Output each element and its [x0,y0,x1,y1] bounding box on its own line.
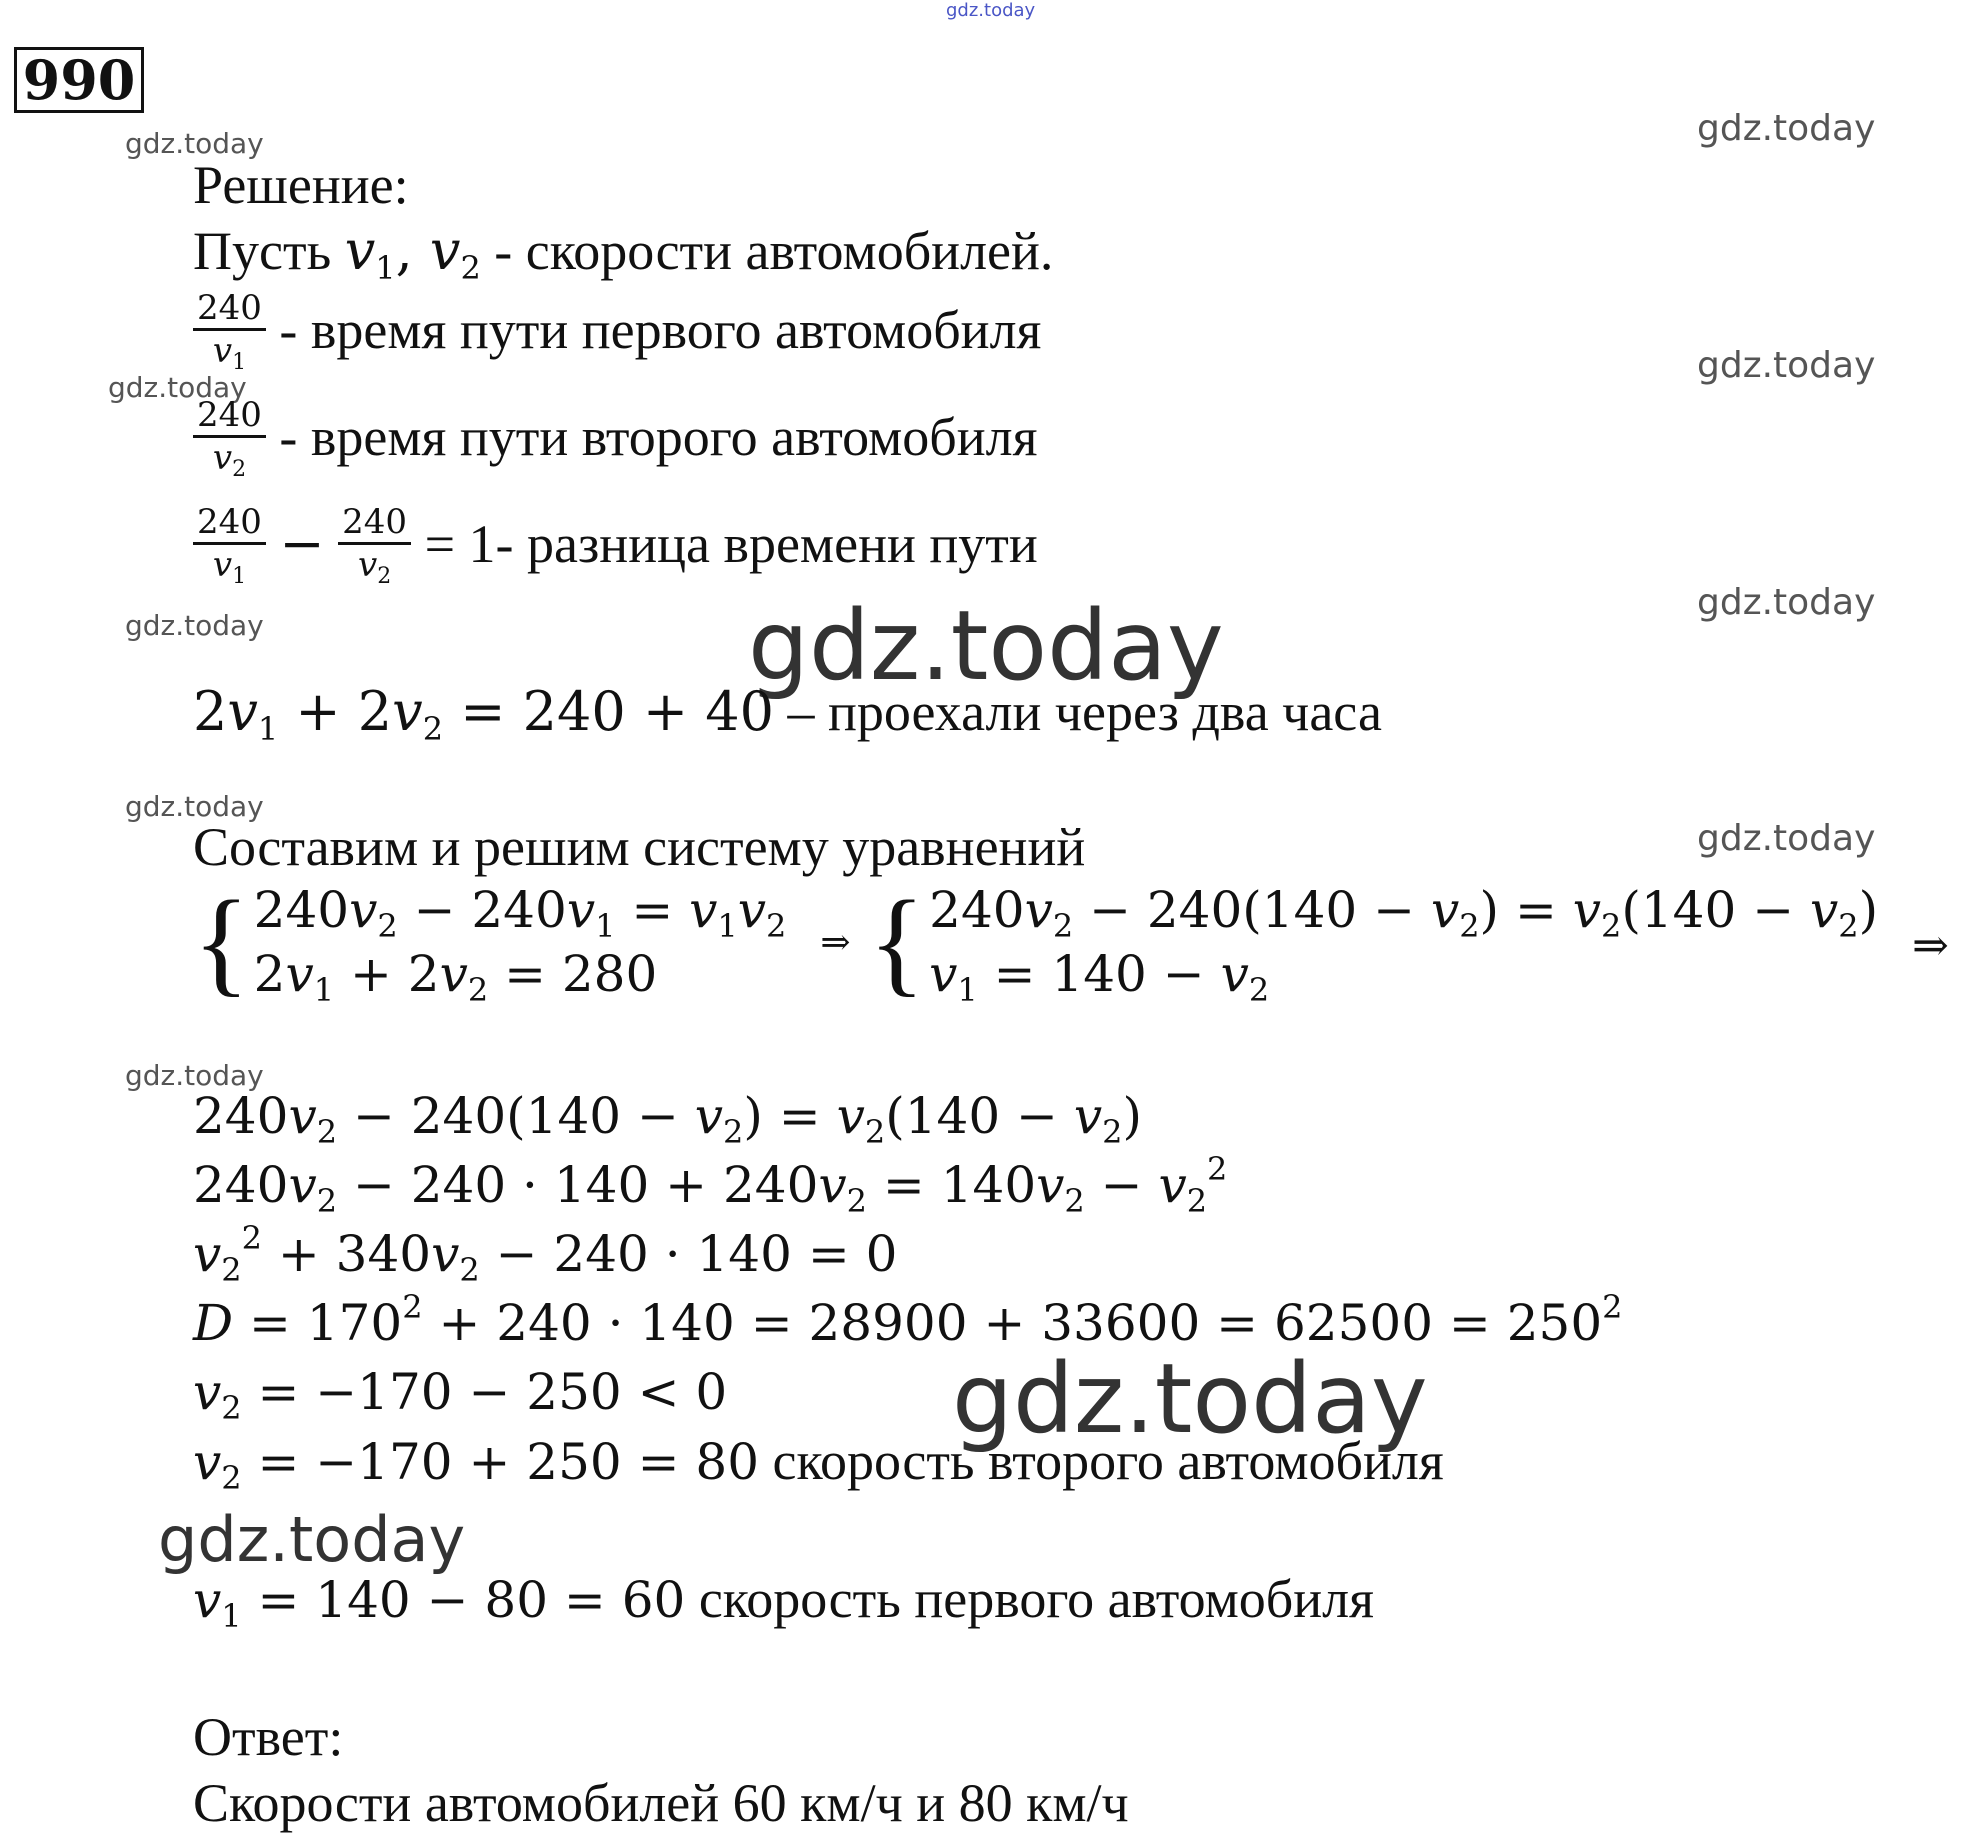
watermark: gdz.today [1697,818,1876,859]
line-time-second [193,395,1037,490]
let-prefix: Пусть [193,221,332,281]
watermark: gdz.today [1697,345,1876,386]
speed-first-label: скорость первого автомобиля [698,1569,1374,1629]
answer-text: Скорости автомобилей 60 км/ч и 80 км/ч [193,1773,1129,1833]
watermark: gdz.today [125,127,264,160]
time-second-text: - время пути второго автомобиля [279,406,1038,467]
equation-line-3: $v_2^2 + 340v_2 - 240 \cdot 140 = 0$ [193,1219,898,1289]
watermark: gdz.today [1697,108,1876,149]
arrow-implies-end: ⇒ [1912,920,1949,971]
fraction-time-second: $\frac{240}{v_2}$ [193,395,266,490]
fraction-time-first: $\frac{240}{v_1}$ [193,288,266,383]
solution-heading: Решение: [193,155,409,215]
watermark-large: gdz.today [158,1503,466,1576]
discriminant-line: $D = 170^2 + 240 \cdot 140 = 28900 + 33600 = 62500 = 250^2$ [193,1288,1623,1352]
equation-line-1: $240v_2 - 240(140 - v_2) = v_2(140 - v_2)$ [193,1087,1142,1151]
fraction-diff-first: $\frac{240}{v_1}$ [193,502,266,597]
root-positive-line: $v_2 = -170 + 250 = 80$ скорость второго автомобиля [193,1431,1444,1497]
line-let [193,218,1054,287]
fraction-diff-second: $\frac{240}{v_2}$ [338,502,411,597]
equation-system-second: { $240v_2 - 240(140 - v_2) = v_2(140 - v_2)$ $v_1 = 140 - v_2$ [868,876,1879,1009]
arrow-implies: ⇒ [820,921,851,963]
watermark: gdz.today [108,371,247,404]
distance-text: – проехали через два часа [787,682,1382,742]
watermark-large: gdz.today [952,1343,1428,1455]
watermark: gdz.today [125,609,264,642]
line-time-first [193,288,1041,383]
watermark: gdz.today [125,790,264,823]
root-negative-line: $v_2 = -170 - 250 < 0$ [193,1363,728,1427]
problem-number: 990 [14,47,144,113]
distance-equation: $2v_1 + 2v_2 = 240 + 40$ [193,680,774,748]
speed-second-label: скорость второго автомобиля [772,1431,1444,1491]
equation-line-2: $240v_2 - 240 \cdot 140 + 240v_2 = 140v_2 - v_2^2$ [193,1150,1228,1220]
watermark: gdz.today [1697,582,1876,623]
difference-text: = 1- разница времени пути [424,513,1038,574]
watermark-top: gdz.today [946,0,1036,21]
watermark-large: gdz.today [748,590,1224,702]
minus-sign: − [279,511,325,575]
time-first-text: - время пути первого автомобиля [279,299,1042,360]
answer-heading: Ответ: [193,1707,344,1767]
line-distance-sum [193,679,1382,748]
watermark: gdz.today [125,1059,264,1092]
speed-first-line: $v_1 = 140 - 80 = 60$ скорость первого автомобиля [193,1569,1374,1635]
speed-variables: $v_1$, $v_2$ [344,219,481,287]
system-heading: Составим и решим систему уравнений [193,817,1086,877]
equation-system-first: { $240v_2 - 240v_1 = v_1v_2$ $2v_1 + 2v_2 = 280$ [193,876,787,1009]
let-text: - скорости автомобилей. [494,221,1054,281]
line-time-difference [193,502,1038,597]
equation-system-row [193,876,1879,1009]
